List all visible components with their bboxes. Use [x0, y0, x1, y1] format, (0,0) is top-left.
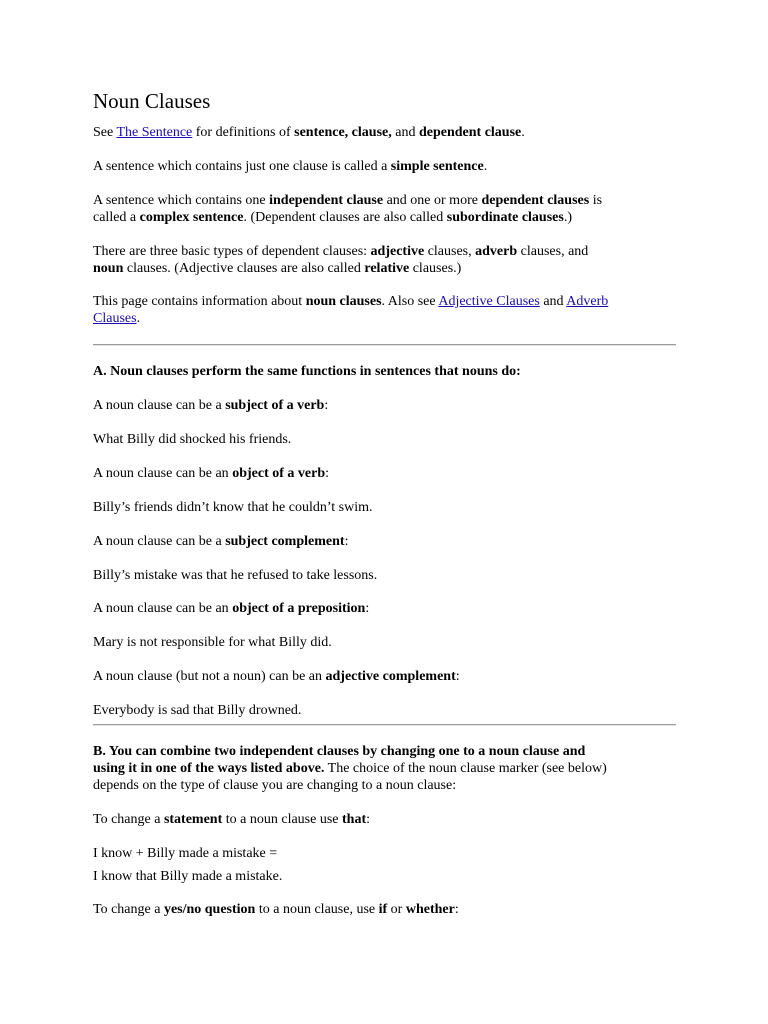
rule-statement: To change a statement to a noun clause use that: — [93, 812, 371, 827]
example-subject-of-verb: What Billy did shocked his friends. — [93, 432, 292, 447]
section-b-line-1: B. You can combine two independent clauses by changing one to a noun clause and — [93, 744, 586, 759]
rule-object-of-preposition: A noun clause can be an object of a preposition: — [93, 601, 370, 616]
page-title: Noun Clauses — [93, 89, 211, 113]
rule-object-of-verb: A noun clause can be an object of a verb: — [93, 466, 329, 481]
link-the-sentence[interactable]: The Sentence — [116, 125, 193, 140]
complex-sentence-line-1: A sentence which contains one independent clause and one or more dependent clauses is — [93, 193, 603, 208]
complex-sentence-line-2: called a complex sentence. (Dependent clauses are also called subordinate clauses.) — [93, 210, 572, 225]
link-adjective-clauses[interactable]: Adjective Clauses — [438, 294, 540, 309]
divider — [93, 344, 676, 346]
example-adjective-complement: Everybody is sad that Billy drowned. — [93, 703, 302, 718]
link-adverb-clauses[interactable]: Adverb — [566, 294, 609, 309]
section-a-heading: A. Noun clauses perform the same functions in sentences that nouns do: — [93, 364, 521, 379]
example-subject-complement: Billy’s mistake was that he refused to take lessons. — [93, 568, 378, 583]
example-statement-result: I know that Billy made a mistake. — [93, 869, 283, 884]
link-adverb-clauses-cont[interactable]: Clauses — [93, 311, 137, 326]
clause-types-line-1: There are three basic types of dependent clauses: adjective clauses, adverb clauses, and — [93, 244, 589, 259]
rule-subject-complement: A noun clause can be a subject complement: — [93, 534, 349, 549]
section-b-line-3: depends on the type of clause you are changing to a noun clause: — [93, 778, 457, 793]
example-object-of-verb: Billy’s friends didn’t know that he couldn’t swim. — [93, 500, 373, 515]
section-b-line-2: using it in one of the ways listed above. The choice of the noun clause marker (see below) — [93, 761, 607, 776]
rule-subject-of-verb: A noun clause can be a subject of a verb: — [93, 398, 329, 413]
page-info-line-1: This page contains information about noun clauses. Also see Adjective Clauses and Adverb — [93, 294, 609, 309]
intro-paragraph: See The Sentence for definitions of sentence, clause, and dependent clause. — [93, 125, 525, 140]
divider — [93, 724, 676, 726]
example-object-of-preposition: Mary is not responsible for what Billy did. — [93, 635, 332, 650]
example-statement-input: I know + Billy made a mistake = — [93, 846, 278, 861]
simple-sentence-paragraph: A sentence which contains just one clause is called a simple sentence. — [93, 159, 488, 174]
rule-yes-no-question: To change a yes/no question to a noun clause, use if or whether: — [93, 902, 459, 917]
rule-adjective-complement: A noun clause (but not a noun) can be an adjective complement: — [93, 669, 460, 684]
page-info-line-2: Clauses. — [93, 311, 141, 326]
clause-types-line-2: noun clauses. (Adjective clauses are also called relative clauses.) — [93, 261, 462, 276]
